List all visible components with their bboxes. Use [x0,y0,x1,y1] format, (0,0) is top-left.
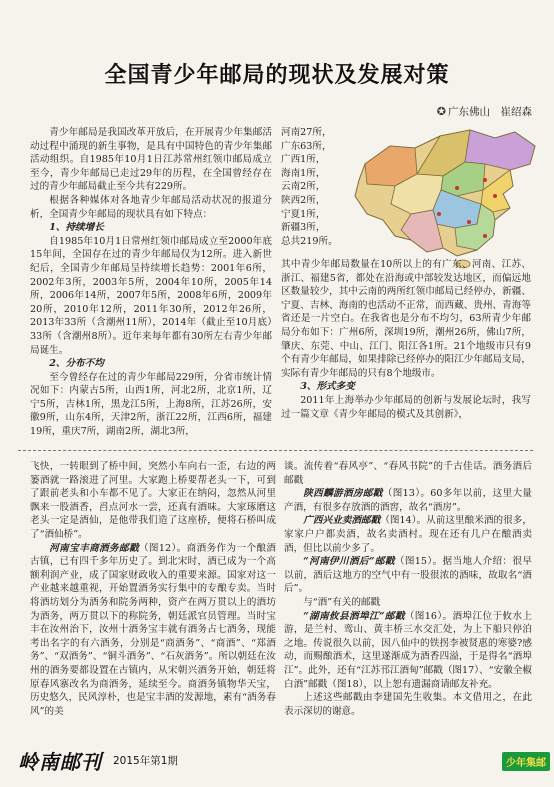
china-map-illustration [345,124,553,270]
intro-paragraph: 青少年邮局是我国改革开放后，在开展青少年集邮活动过程中涌现的新生事物，是具有中国特色的青少年集邮活动组织。自1985年10月1日江苏常州红领巾邮局成立至今，青少年邮局已走过29年的历程，在全国曾经存在过的青少年邮局截止至今共有229所。 [30,127,272,193]
count-line: 陕西2所， [281,194,326,206]
growth-paragraph: 自1985年10月1日常州红领巾邮局成立至2000年底15年间，全国存在过的青少年邮局仅为12所。进入新世纪后，全国青少年邮局呈持续增长趋势：2001年6所，2002年3所，2003年5所，2004年10所，2005年14所，2006年14所，2007年5所，2008年6所，2009年20所，2010年12所，2011年30所，2012年26所，2013年33所（含潮州11所），2014年（截止至10月底）33所（含潮州8所）。近年来每年都有30所左右青少年邮局诞生。 [30,235,272,356]
forms-paragraph: 2011年上海举办少年邮局的创新与发展论坛时，我写过一篇文章《青少年邮局的模式及其创新》， [281,394,531,420]
count-line: 云南2所， [281,181,326,193]
postmark-desc: （图15）。据当地人介绍：很早以前，酒后这地方的空气中有一股很浓的酒味，故取名“酒后”。 [284,556,532,595]
postmark-name: 陕西麟游酒房邮戳 [303,488,383,500]
postmark-paragraph [284,555,532,596]
postmark-paragraph [284,514,532,555]
section-badge: 少年集邮 [502,752,550,771]
postmark-name: “河南伊川酒后”邮戳 [303,556,395,568]
count-line: 新疆3所， [281,222,326,234]
count-line: 海南1所， [281,167,326,179]
issue-number: 2015年第1期 [113,755,178,767]
author-name: 广东佛山 崔绍森 [448,106,532,118]
province-analysis-paragraph: 其中青少年邮局数量在10所以上的有广东、河南、江苏、浙江、福建5省，都处在沿海或中部较发达地区，而偏远地区数量较少，其中云南的两所红领巾邮局已经停办，新疆、宁夏、吉林、海南的也活动不正常，而西藏、贵州、青海等省还是一片空白。在我省也是分布不均匀，63所青少年邮局分布如下：广州6所，深圳19所，潮州26所，佛山7所，肇庆、东莞、中山、江门、阳江各1所。21个地级市只有9个有青少年邮局，如果排除已经停办的阳江少年邮局支局，实际有青少年邮局的只有8个地级市。 [281,259,531,379]
province-count-list [281,126,341,276]
china-map-icon [345,124,553,270]
postmark-name: 河南宝丰商酒务邮戳 [49,542,139,554]
postmark-paragraph [30,542,276,719]
postmark-paragraph [284,610,532,692]
acknowledgement-paragraph: 上述这些邮戳由李建国先生收集。本文借用之，在此表示深切的谢意。 [284,692,532,717]
bottom-right-column [284,460,532,742]
postmark-desc: （图12）。商酒务作为一个酿酒古镇，已有四千多年历史了。到北宋时，酒已成为一个高额利润产业，成了国家财政收入的重要来源。国家对这一产业越来越重视，开始置酒务实行集中的专酿专卖。当时将酒坊划分为酒务和院务两种，资产在两万贯以上的酒坊为酒务，两万贯以下的称院务，朝廷派官员管理。当时宝丰在汝州治下，汝州十酒务宝丰就有酒务占七酒务，现能考出名字的有六酒务，分别是“商酒务”、“商酒”、“郑酒务”、“双酒务”、“铜斗酒务”、“石灰酒务”。所以朝廷在汝州的酒务要都设置在古镇内，从宋朝兴酒务开始，朝廷将原春风寨改名为商酒务，延续至今。商酒务镇物华天宝，历史悠久，民风淳朴，也是宝丰酒的发源地，素有“酒务春风”的美 [30,542,276,717]
continuation-paragraph: 谈。流传着“春风亭”、“春风书院”的千古佳话。酒务酒后邮戳 [284,461,532,486]
postmark-name: “湖南攸县酒埠江”邮戳 [303,610,405,622]
top-left-column [30,126,272,451]
postmark-paragraph [284,487,532,514]
legend-paragraph: 飞快，一转眼到了桥中间，突然小车向右一歪，右边的两篓酒就一路滚进了河里。大家跑上桥要帮老头一下，可到了跟前老头和小车都不见了。大家正在纳闷，忽然从河里飘来一股酒香，舀点河水一尝，还真有酒味。大家琢磨这老头一定是酒仙，是他带我们造了这座桥，便将石桥叫成了“酒仙桥”。 [30,461,276,540]
section-heading: 2、分布不均 [49,358,104,370]
count-line: 宁夏1所， [281,208,326,220]
section-divider [18,450,533,451]
postmark-desc: （图13）。60多年以前，这里大量产酒，有很多存放酒的酒窖，故名“酒房”。 [284,488,532,513]
author-byline [437,104,532,119]
top-right-column [281,258,531,450]
postmark-desc: （图14）。从前这里酿米酒的很多，家家户户都卖酒，故名卖酒村。现在还有几户在酿酒卖酒，但比以前少多了。 [284,515,532,554]
magazine-logo: 岭南邮刊 [18,750,102,774]
bottom-left-column [30,460,276,742]
section-heading: 3、形式多变 [300,381,355,393]
count-line: 总共219所。 [281,235,338,247]
distribution-paragraph: 至今曾经存在过的青少年邮局229所，分省市统计情况如下：内蒙古5所，山西1所，河北2所，北京1所，辽宁5所，吉林1所，黑龙江5所，上海8所，江苏26所，安徽9所，山东4所，天津2所，浙江22所，江西6所，福建19所，重庆7所，湖南2所，湖北3所， [30,371,272,438]
postmark-name: 广西兴业卖酒邮戳 [303,515,381,527]
subsection-title: 与“酒”有关的邮戳 [303,596,381,608]
article-title: 全国青少年邮局的现状及发展对策 [104,63,450,88]
count-line: 广东63所， [281,140,332,152]
count-line: 广西1所， [281,154,326,166]
postmark-desc: （图16）。酒埠江位于攸水上游，是兰村、鸾山、黄丰桥三水交汇处，为上下船只停泊之地。传说很久以前，因八仙中的铁拐李被贤惠的寒婆?感动，而赐酿酒术，这里遂渐成为酒香四溢，于是得名“酒埠江”。此外，还有“江苏邗江酒甸”邮戳（图17）、“安徽全椒白酒”邮戳（图18），以上恕有遗漏商请邮友补充。 [284,610,532,690]
intro-paragraph: 根据各种媒体对各地青少年邮局活动状况的报道分析，全国青少年邮局的现状具有如下特点： [30,194,272,220]
section-heading: 1、持续增长 [49,222,104,234]
star-icon: ✪ [436,105,446,118]
count-line: 河南27所， [281,127,332,138]
